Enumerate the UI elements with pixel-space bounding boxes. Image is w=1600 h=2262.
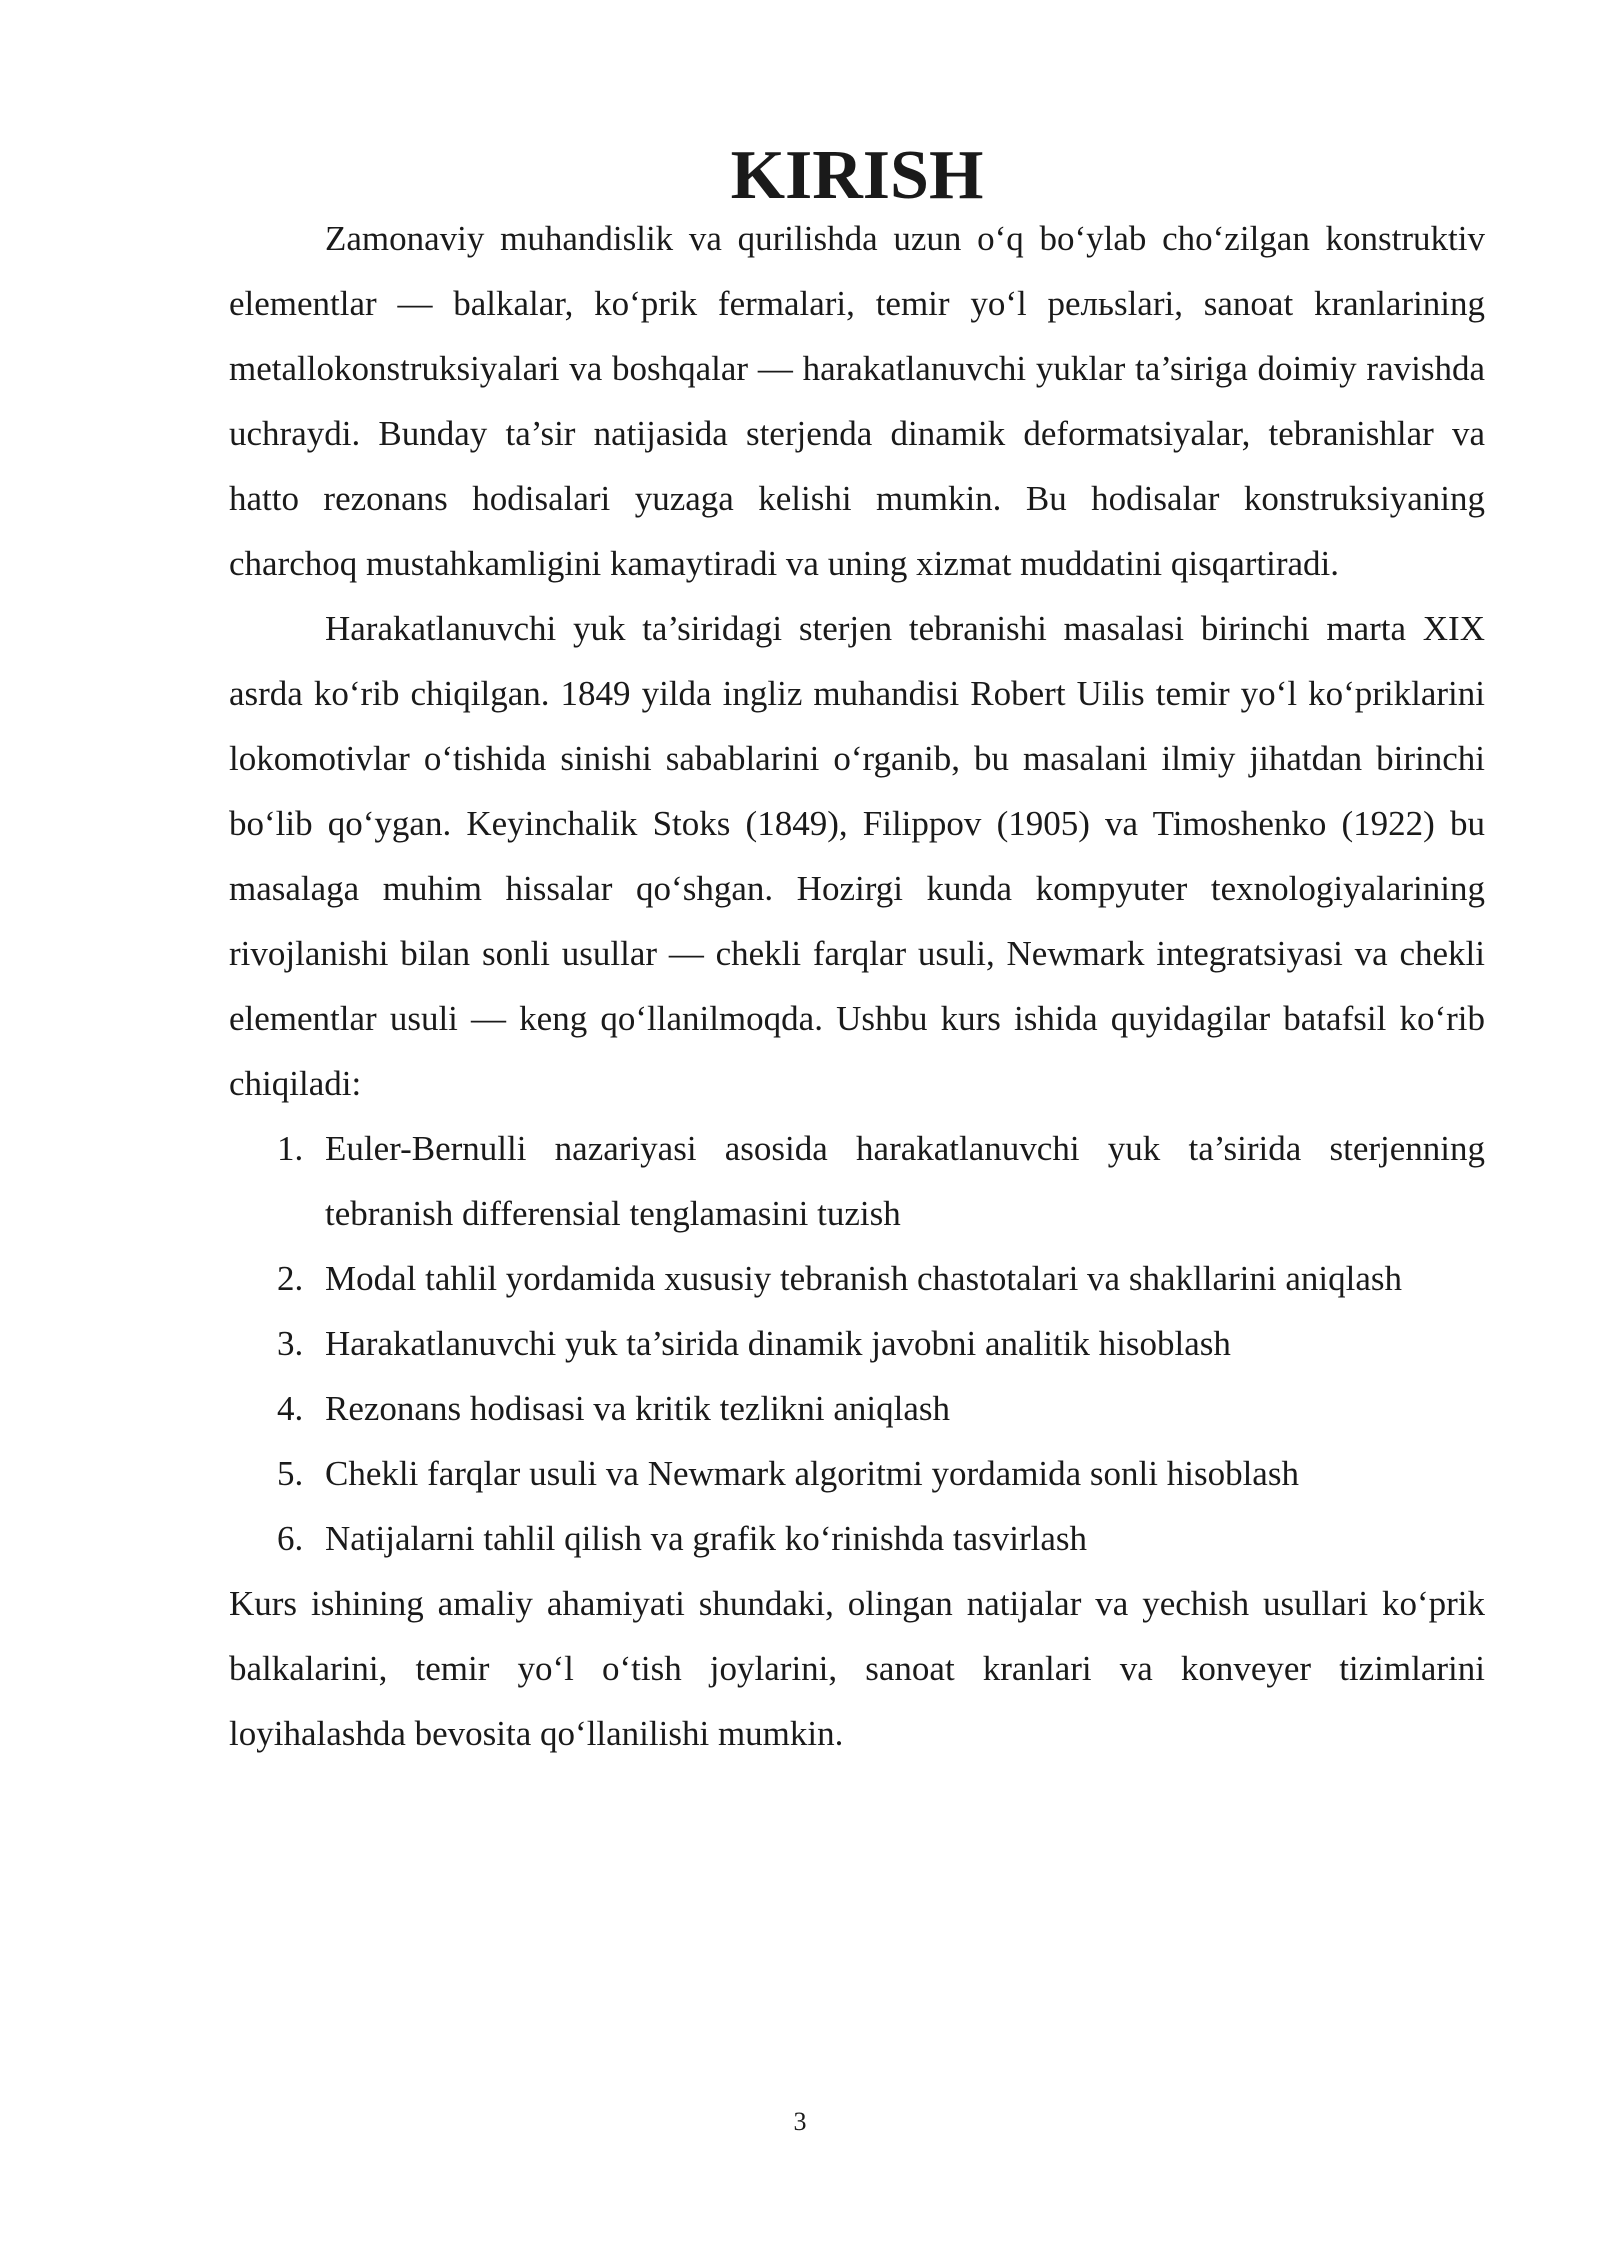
list-item-number: 5. [277,1454,304,1493]
list-item [229,1506,1485,1571]
paragraph-practical-significance: Kurs ishining amaliy ahamiyati shundaki, olingan natijalar va yechish usullari ko‘prik balkalarini, temir yo‘l o‘tish joylarini, sanoat kranlari va konveyer tizimlarini loyihalashda bevosita qo‘llanilishi mumkin. [229,1584,1485,1753]
list-item [229,1376,1485,1441]
list-item-text: Modal tahlil yordamida xususiy tebranish chastotalari va shakllarini aniqlash [325,1259,1402,1298]
page-content [229,137,1485,1766]
list-item [229,1311,1485,1376]
section-heading: KIRISH [730,137,984,214]
list-item-text: Rezonans hodisasi va kritik tezlikni aniqlash [325,1389,951,1428]
list-item-number: 6. [277,1519,304,1558]
list-item-number: 3. [277,1324,304,1363]
task-list [229,1116,1485,1571]
paragraph-introduction: Zamonaviy muhandislik va qurilishda uzun o‘q bo‘ylab cho‘zilgan konstruktiv elementlar — balkalar, ko‘prik fermalari, temir yo‘l рельslari, sanoat kranlarining metallokonstruksiyalari va boshqalar — harakatlanuvchi yuklar ta’siriga doimiy ravishda uchraydi. Bunday ta’sir natijasida sterjenda dinamik deformatsiyalar, tebranishlar va hatto rezonans hodisalari yuzaga kelishi mumkin. Bu hodisalar konstruksiyaning charchoq mustahkamligini kamaytiradi va uning xizmat muddatini qisqartiradi. [229,219,1485,583]
list-item-text: Chekli farqlar usuli va Newmark algoritmi yordamida sonli hisoblash [325,1454,1299,1493]
list-item-text: Harakatlanuvchi yuk ta’sirida dinamik javobni analitik hisoblash [325,1324,1231,1363]
list-item-text: Natijalarni tahlil qilish va grafik ko‘rinishda tasvirlash [325,1519,1088,1558]
list-item-number: 2. [277,1259,304,1298]
list-item [229,1116,1485,1246]
list-item [229,1441,1485,1506]
paragraph-history: Harakatlanuvchi yuk ta’siridagi sterjen tebranishi masalasi birinchi marta XIX asrda ko‘rib chiqilgan. 1849 yilda ingliz muhandisi Robert Uilis temir yo‘l ko‘priklarini lokomotivlar o‘tishida sinishi sabablarini o‘rganib, bu masalani ilmiy jihatdan birinchi bo‘lib qo‘ygan. Keyinchalik Stoks (1849), Filippov (1905) va Timoshenko (1922) bu masalaga muhim hissalar qo‘shgan. Hozirgi kunda kompyuter texnologiyalarining rivojlanishi bilan sonli usullar — chekli farqlar usuli, Newmark integratsiyasi va chekli elementlar usuli — keng qo‘llanilmoqda. Ushbu kurs ishida quyidagilar batafsil ko‘rib chiqiladi: [229,609,1485,1103]
list-item [229,1246,1485,1311]
page-number: 3 [793,2107,807,2136]
list-item-number: 4. [277,1389,304,1428]
list-item-text: Euler-Bernulli nazariyasi asosida harakatlanuvchi yuk ta’sirida sterjenning tebranish differensial tenglamasini tuzish [325,1129,1485,1233]
list-item-number: 1. [277,1129,304,1168]
